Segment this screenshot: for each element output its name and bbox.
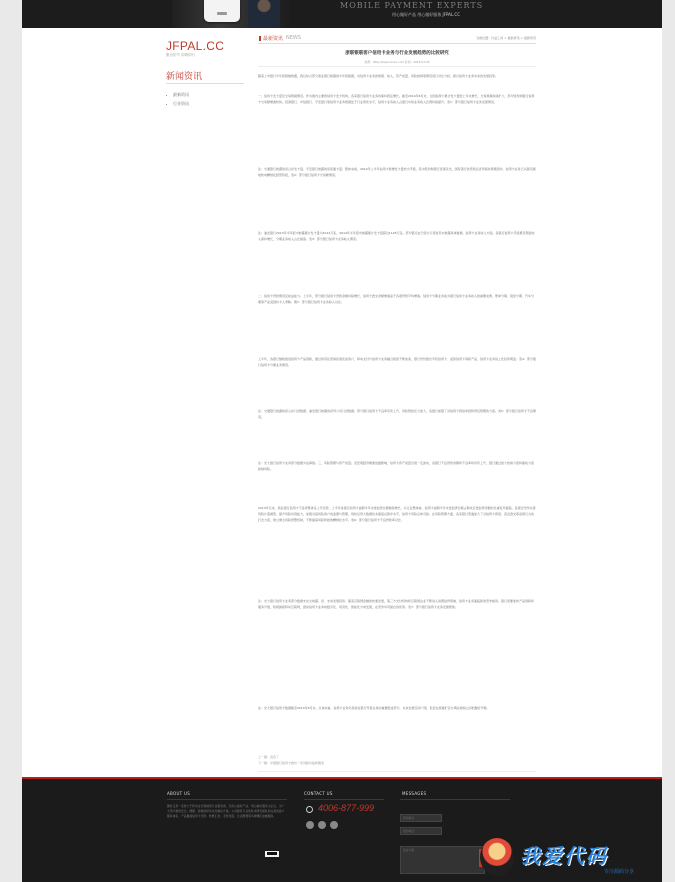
bullet-icon: [166, 95, 167, 96]
section-en-label: NEWS: [286, 35, 302, 41]
article-paragraph: 注：交通银行披露的是合并口径数据。浦发银行披露的是母公司口径数据。部分银行信用卡不良率有所上升，风险管控压力加大，各银行加强了对信用卡授信审批和贷后管理的力度。表5：部分银行信用卡不良情况。: [258, 409, 536, 419]
about-title: ABOUT US: [167, 791, 191, 796]
banner-en-text: MOBILE PAYMENT EXPERTS: [340, 1, 484, 10]
mascot-icon: [480, 838, 514, 876]
article-paragraph: 一、信用卡发卡量及交易规模情况。作为国内主要的信用卡发卡机构，各家银行信用卡业务均保持稳定增长。截至2014年6月末，全国信用卡累计发卡量较上年末增长，交易规模持续扩大，部分股份制银行信用卡交易额增速较快。招商银行、中信银行、平安银行等信用卡业务规模处于行业领先水平，信用卡业务收入占银行中间业务收入比例持续提升。表1：部分银行信用卡业务发展情况。: [258, 94, 535, 104]
next-article-link[interactable]: 下一篇：中国银行信用卡推出一系列新功能新服务: [258, 760, 325, 765]
watermark-text: 我爱代码: [520, 844, 608, 868]
section-marker-icon: [259, 36, 261, 41]
contact-divider: [304, 799, 384, 800]
about-divider: [167, 799, 287, 800]
watermark: [480, 830, 675, 882]
sidebar-item-label: 行业资讯: [173, 101, 189, 106]
phone-input[interactable]: [400, 827, 442, 835]
logo-slogan: 聚访的节 即做即行: [166, 53, 196, 57]
article-paragraph: 上半年，各银行继续推进信用卡产品创新，通过场景化营销拓展优质客户，移动支付与信用卡业务融合程度不断加深，银行纷纷推出手机信用卡、虚拟信用卡等新产品，信用卡业务线上化趋势明显。表4：部分银行信用卡分期业务情况。: [258, 357, 536, 367]
prev-article-link[interactable]: 上一篇：没有了: [258, 755, 280, 759]
article-paragraph: 注：浦发银行2013年半年报中披露累计发卡量为1012万张，2014年半年报中披露累计发卡量超过1125万张。部分银行由于统计口径差异未披露具体数据。信用卡业务收入方面，各银行信用卡手续费及佣金收入保持增长，分期业务收入占比提高。表3：部分银行信用卡业务收入情况。: [258, 231, 535, 241]
bullet-icon: [166, 104, 167, 105]
phone-icon: [306, 806, 313, 813]
article-paragraph: 注：光大银行信用卡业务部分数据为估算值。三、风险管理与资产质量。受宏观经济增速放缓影响，信用卡资产质量出现一定波动，各银行不良贷款余额和不良率均有所上升，银行通过加大核销力度和催收力度控制风险。: [258, 461, 535, 471]
about-text: 聚付宝是一家致力于移动支付领域的专业服务商，以用心做好产品、用心做好服务为宗旨，为广大用户提供安全、便捷、高效的移动支付解决方案。公司拥有专业的技术研发团队和完善的客户服务体系，产品覆盖信用卡还款、转账汇款、手机充值、生活缴费等多种便民金融服务。: [167, 804, 285, 818]
article-meta: 来源：http://www.xxxxx.com 时间：2015-07-20: [364, 60, 430, 64]
article-end-divider: [258, 771, 536, 772]
phone-image-icon: [204, 0, 240, 22]
qq-icon[interactable]: [330, 821, 338, 829]
section-header: [258, 35, 536, 44]
article-paragraph: 2013年以来，商业银行信用卡不良率整体呈上升趋势，上半年各银行信用卡逾期半年未偿信贷总额继续增长。从行业整体看，信用卡逾期半年未偿信贷总额占期末应偿信贷余额的比重有所提高。各银行纷纷完善风险计量模型，提升风险识别能力，加强对高风险客户的监测与管理，同时运用大数据技术提高反欺诈水平，信用卡风险总体可控。在风险管理方面，各家银行普遍加大了对信用卡套现、恶意透支等违规行为的打击力度，建立健全风险预警机制，不断提高风险防控的精细化水平。表6：部分银行信用卡不良贷款率对比。: [258, 506, 536, 522]
footer-badge-inner: [267, 852, 277, 855]
header-banner: [22, 0, 662, 28]
phone-screen-icon: [217, 12, 227, 15]
article-divider: [258, 66, 536, 67]
article-paragraph: 注：光大银行信用卡数据截至2014年6月末。总体来看，信用卡业务仍是商业银行零售业务的重要组成部分，未来发展空间广阔，但需在规模扩张与风险控制之间把握好平衡。: [258, 706, 490, 710]
messages-divider: [400, 799, 510, 800]
contact-phone[interactable]: 4006-877-999: [318, 803, 375, 813]
person-image-icon: [248, 0, 280, 28]
article-pagination: [258, 755, 536, 766]
contact-title: CONTACT US: [304, 791, 333, 796]
banner-cn-text: 用心做好产品 用心做好服务 JFPAL.CC: [392, 12, 461, 17]
breadcrumb[interactable]: 当前位置：付益工具 > 最新资讯 > 最新资讯: [476, 36, 536, 40]
sidebar-title: 新闻资讯: [166, 72, 203, 82]
site-logo[interactable]: JFPAL.CC: [166, 39, 225, 53]
article-paragraph: 二、信用卡贷款情况及收益能力。上半年，部分银行信用卡贷款余额持续增长，信用卡透支余额增速高于各项贷款平均增速。信用卡分期业务成为银行信用卡业务收入的重要来源，账单分期、现金分期、汽车分期等产品受到持卡人青睐。图1：部分银行信用卡业务收入对比。: [258, 294, 535, 304]
sidebar-item-label: 最新资讯: [173, 92, 189, 97]
site-header: [0, 0, 675, 28]
article-title: 浙联银联客户信用卡业务与行业发展趋势的比较研究: [345, 51, 449, 56]
article-paragraph: 注：交通银行披露的是合并发卡量。平安银行披露的是流通卡量。整体来看，2014年上半年信用卡新增发卡量较为平稳，其中股份制银行表现突出，国有银行依托网点优势保持规模领先。信用卡业务已从跑马圈地转向精细化经营阶段，表2：部分银行信用卡交易额情况。: [258, 167, 536, 177]
message-textarea[interactable]: [400, 846, 485, 874]
footer-badge: [265, 851, 279, 857]
weibo-icon[interactable]: [306, 821, 314, 829]
wechat-icon[interactable]: [318, 821, 326, 829]
page-container: [22, 28, 662, 777]
messages-title: MESSAGES: [402, 791, 427, 796]
watermark-subtext: 专注源码分享: [604, 869, 635, 875]
sidebar: [22, 28, 254, 777]
sidebar-divider: [166, 83, 244, 84]
section-label: 最新资讯: [263, 36, 284, 42]
sidebar-item-industry-news[interactable]: [166, 101, 189, 107]
article-paragraph: 注：光大银行信用卡业务部分数据未完全披露。四、未来发展趋势。随着互联网金融的快速发展，第三方支付机构和互联网企业不断进入消费信贷领域，信用卡业务面临新的竞争格局。银行需要加快产品创新和服务升级，积极拥抱移动互联网，推动信用卡业务向数字化、场景化、智能化方向发展，在竞争中巩固自身优势。表7：部分银行信用卡业务发展规划。: [258, 599, 535, 609]
article-paragraph: 随着上市银行半年报相继披露，我们综合部分商业银行披露的半年报数据，对信用卡业务的规模、收入、资产质量、风险控制等情况进行对比分析，探讨信用卡业务未来的发展趋势。: [258, 74, 499, 78]
sidebar-item-latest-news[interactable]: [166, 92, 189, 98]
name-input[interactable]: [400, 814, 442, 822]
article-content: [258, 28, 536, 777]
